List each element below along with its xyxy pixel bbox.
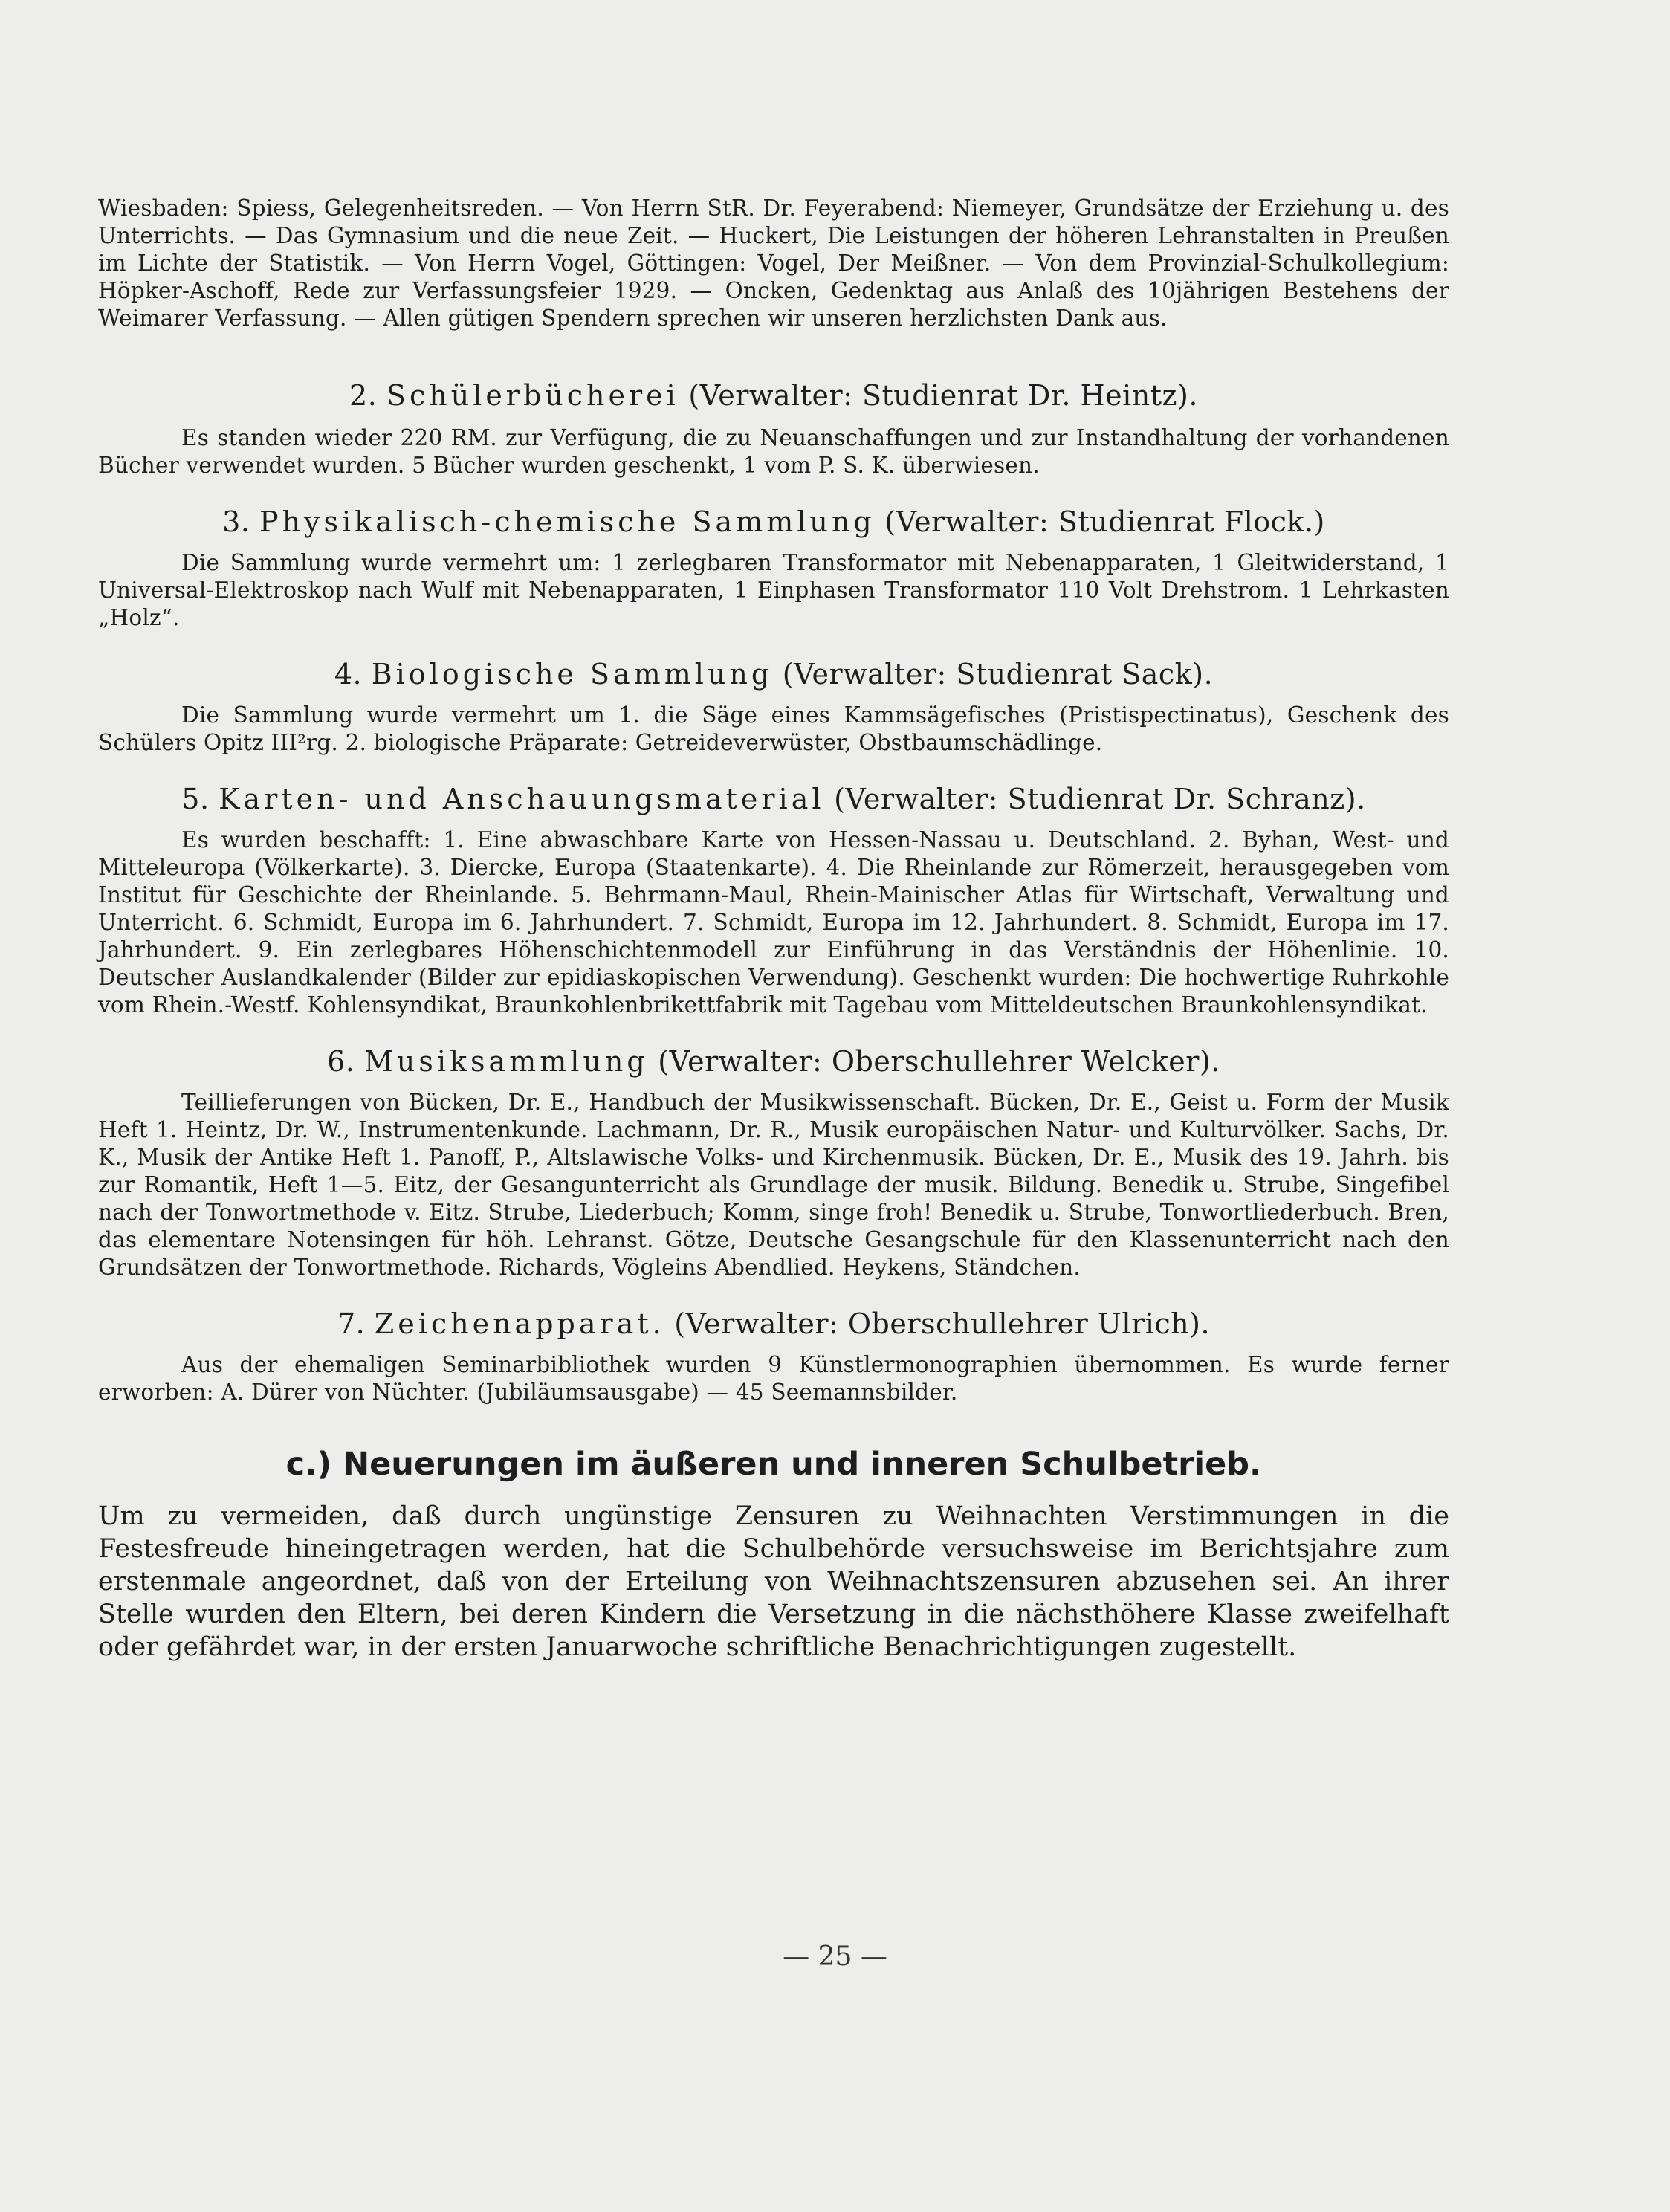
section-admin: (Verwalter: Studienrat Dr. Schranz).: [834, 783, 1366, 815]
section-number: 6.: [327, 1045, 355, 1078]
section-number: 4.: [334, 658, 363, 691]
section-heading: [98, 657, 1449, 691]
section-heading: [98, 782, 1449, 816]
section-title: Schülerbücherei: [386, 379, 679, 412]
section-heading: [98, 1044, 1449, 1078]
section-admin: (Verwalter: Studienrat Flock.): [884, 505, 1325, 538]
section-karten-und-anschauungsmaterial: [98, 782, 1449, 1019]
page-number: — 25 —: [783, 1941, 887, 1972]
section-heading: [98, 1307, 1449, 1341]
section-schuelerbuecherei: [98, 378, 1449, 479]
section-title: Physikalisch-chemische Sammlung: [259, 505, 876, 538]
section-admin: (Verwalter: Oberschullehrer Welcker).: [658, 1045, 1220, 1078]
section-heading: [98, 378, 1449, 413]
section-musiksammlung: [98, 1044, 1449, 1281]
section-biologische-sammlung: [98, 657, 1449, 757]
section-text: Die Sammlung wurde vermehrt um 1. die Säge eines Kammsägefisches (Pristispectinatus), Geschenk des Schülers Opitz III²rg. 2. biologische Präparate: Getreideverwüster, Obstbaumschädlinge.: [98, 702, 1449, 755]
page-content: [98, 195, 1449, 1663]
section-c-heading: c.) Neuerungen im äußeren und inneren Schulbetrieb.: [285, 1446, 1262, 1483]
section-text: Die Sammlung wurde vermehrt um: 1 zerlegbaren Transformator mit Nebenapparaten, 1 Gleitwiderstand, 1 Universal-Elektroskop nach Wulf mit Nebenapparaten, 1 Einphasen Transformator 110 Volt Drehstrom. 1 Lehrkasten „Holz“.: [98, 550, 1449, 630]
section-title: Zeichenapparat.: [374, 1307, 665, 1340]
section-heading: [98, 505, 1449, 539]
section-text: Aus der ehemaligen Seminarbibliothek wurden 9 Künstlermonographien übernommen. Es wurde ferner erworben: A. Dürer von Nüchter. (Jubiläumsausgabe) — 45 Seemannsbilder.: [98, 1352, 1449, 1405]
section-physikalisch-chemische-sammlung: [98, 505, 1449, 632]
section-title: Karten- und Anschauungsmaterial: [219, 783, 825, 815]
section-number: 2.: [349, 379, 378, 412]
section-title: Musiksammlung: [363, 1045, 649, 1078]
section-zeichenapparat: [98, 1307, 1449, 1406]
section-number: 5.: [181, 783, 210, 815]
intro-paragraph: Wiesbaden: Spiess, Gelegenheitsreden. — Von Herrn StR. Dr. Feyerabend: Niemeyer, Grundsätze der Erziehung u. des Unterrichts. — Das Gymnasium und die neue Zeit. — Huckert, Die Leistungen der höheren Lehranstalten in Preußen im Lichte der Statistik. — Von Herrn Vogel, Göttingen: Vogel, Der Meißner. — Von dem Provinzial-Schulkollegium: Höpker-Aschoff, Rede zur Verfassungsfeier 1929. — Oncken, Gedenktag aus Anlaß des 10jährigen Bestehens der Weimarer Verfassung. — Allen gütigen Spendern sprechen wir unseren herzlichsten Dank aus.: [98, 195, 1449, 331]
section-number: 7.: [337, 1307, 366, 1340]
section-number: 3.: [222, 505, 250, 538]
section-admin: (Verwalter: Studienrat Dr. Heintz).: [688, 379, 1198, 412]
section-text: Es wurden beschafft: 1. Eine abwaschbare Karte von Hessen-Nassau u. Deutschland. 2. Byhan, West- und Mitteleuropa (Völkerkarte). 3. Diercke, Europa (Staatenkarte). 4. Die Rheinlande zur Römerzeit, herausgegeben vom Institut für Geschichte der Rheinlande. 5. Behrmann-Maul, Rhein-Mainischer Atlas für Wirtschaft, Verwaltung und Unterricht. 6. Schmidt, Europa im 6. Jahrhundert. 7. Schmidt, Europa im 12. Jahrhundert. 8. Schmidt, Europa im 17. Jahrhundert. 9. Ein zerlegbares Höhenschichtenmodell zur Einführung in das Verständnis der Höhenlinie. 10. Deutscher Auslandkalender (Bilder zur epidiaskopischen Verwendung). Geschenkt wurden: Die hochwertige Ruhrkohle vom Rhein.-Westf. Kohlensyndikat, Braunkohlenbrikettfabrik mit Tagebau vom Mitteldeutschen Braunkohlensyndikat.: [98, 827, 1449, 1018]
section-admin: (Verwalter: Studienrat Sack).: [782, 658, 1214, 691]
section-admin: (Verwalter: Oberschullehrer Ulrich).: [674, 1307, 1211, 1340]
section-text: Teillieferungen von Bücken, Dr. E., Handbuch der Musikwissenschaft. Bücken, Dr. E., Geist u. Form der Musik Heft 1. Heintz, Dr. W., Instrumentenkunde. Lachmann, Dr. R., Musik europäischen Natur- und Kulturvölker. Sachs, Dr. K., Musik der Antike Heft 1. Panoff, P., Altslawische Volks- und Kirchenmusik. Bücken, Dr. E., Musik des 19. Jahrh. bis zur Romantik, Heft 1—5. Eitz, der Gesangunterricht als Grundlage der musik. Bildung. Benedik u. Strube, Singefibel nach der Tonwortmethode v. Eitz. Strube, Liederbuch; Komm, singe froh! Benedik u. Strube, Tonwortliederbuch. Bren, das elementare Notensingen für höh. Lehranst. Götze, Deutsche Gesangschule für den Klassenunterricht nach den Grundsätzen der Tonwortmethode. Richards, Vögleins Abendlied. Heykens, Ständchen.: [98, 1090, 1449, 1280]
section-title: Biologische Sammlung: [371, 658, 774, 691]
section-text: Es standen wieder 220 RM. zur Verfügung, die zu Neuanschaffungen und zur Instandhaltung der vorhandenen Bücher verwendet wurden. 5 Bücher wurden geschenkt, 1 vom P. S. K. überwiesen.: [98, 425, 1449, 478]
section-c-paragraph: Um zu vermeiden, daß durch ungünstige Zensuren zu Weihnachten Verstimmungen in die Festesfreude hineingetragen werden, hat die Schulbehörde versuchsweise im Berichtsjahre zum erstenmale angeordnet, daß von der Erteilung von Weihnachtszensuren abzusehen sei. An ihrer Stelle wurden den Eltern, bei deren Kindern die Versetzung in die nächsthöhere Klasse zweifelhaft oder gefährdet war, in der ersten Januarwoche schriftliche Benachrichtigungen zugestellt.: [98, 1501, 1449, 1662]
